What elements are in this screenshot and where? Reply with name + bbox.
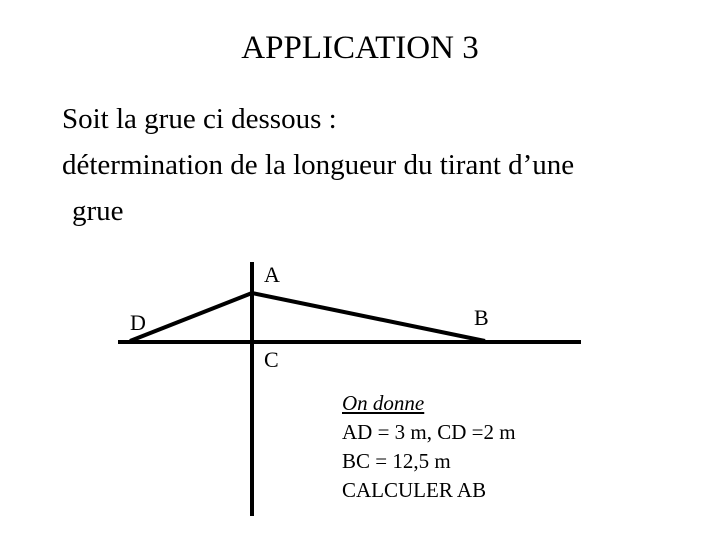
- tie-rod-ab: [252, 293, 485, 341]
- intro-line-1: Soit la grue ci dessous :: [62, 103, 337, 135]
- tie-rod-ad: [130, 293, 252, 341]
- point-label-a: A: [264, 262, 280, 287]
- intro-line-2: détermination de la longueur du tirant d’une: [62, 149, 575, 181]
- given-line-3: CALCULER AB: [342, 478, 487, 502]
- point-label-b: B: [474, 305, 489, 330]
- given-data: [342, 389, 516, 505]
- intro-line-3: grue: [72, 195, 124, 227]
- slide-title: APPLICATION 3: [241, 30, 479, 66]
- given-heading: On donne: [342, 391, 425, 415]
- given-line-2: BC = 12,5 m: [342, 449, 451, 473]
- point-label-d: D: [130, 310, 146, 335]
- point-label-c: C: [264, 347, 279, 372]
- given-line-1: AD = 3 m, CD =2 m: [342, 420, 516, 444]
